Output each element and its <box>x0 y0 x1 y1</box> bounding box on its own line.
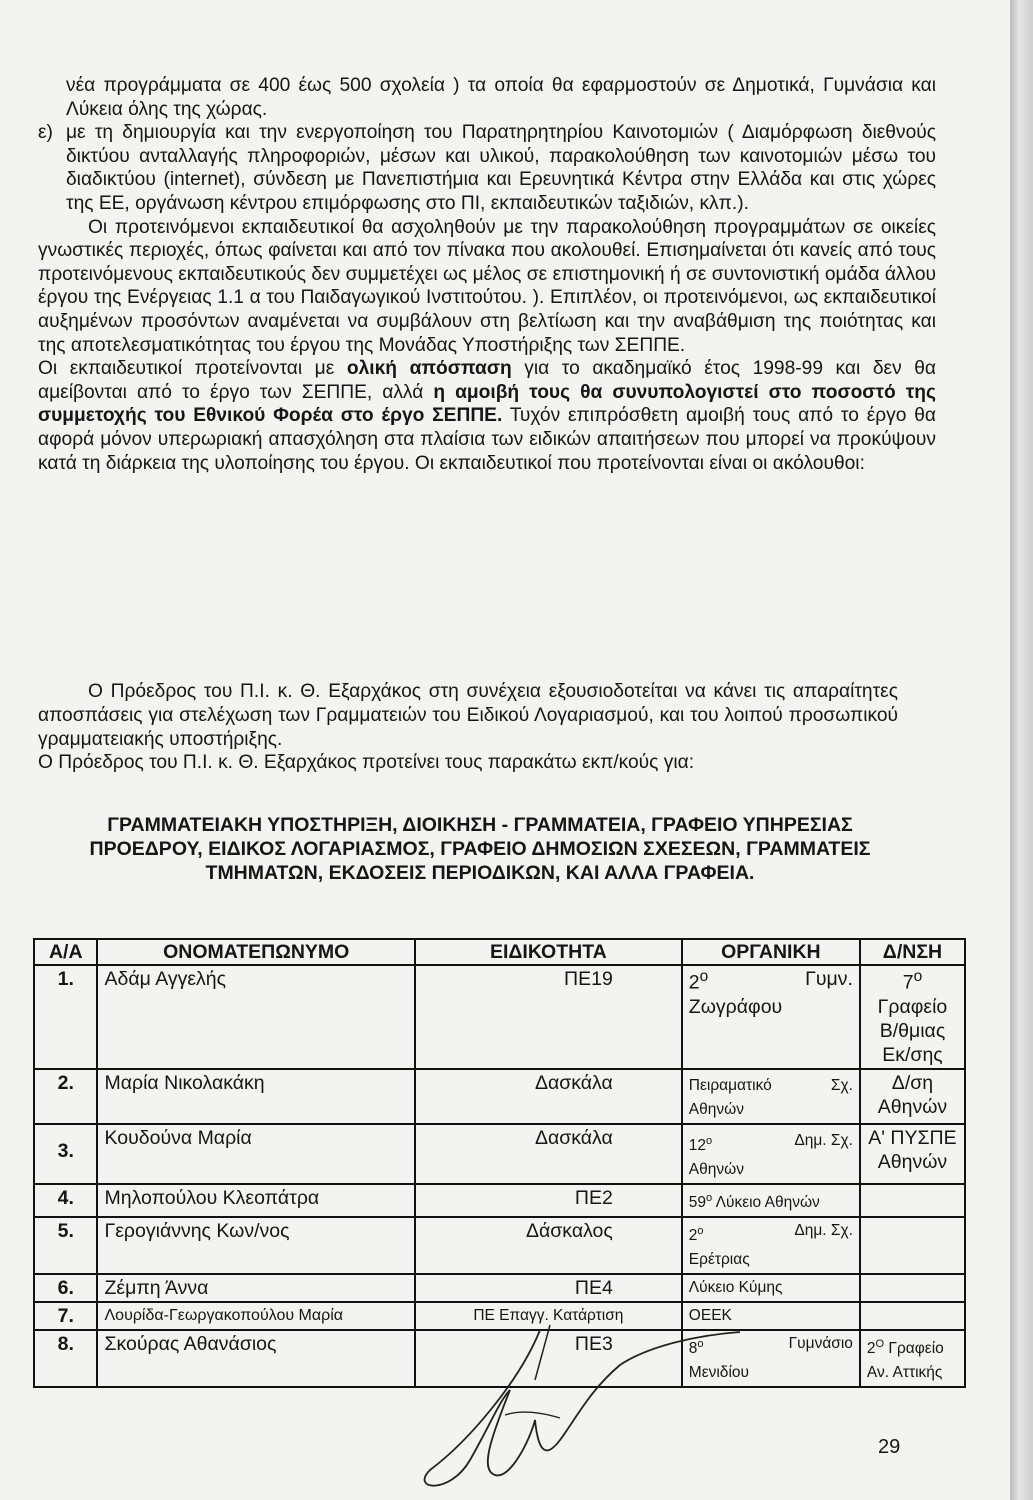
paragraph-president-proposes: Ο Πρόεδρος του Π.Ι. κ. Θ. Εξαρχάκος προτείνει τους παρακάτω εκπ/κούς για: <box>38 752 695 774</box>
paragraph-observatory <box>38 121 936 215</box>
row-number: 4. <box>34 1184 97 1217</box>
org-number: 2 <box>688 1226 698 1244</box>
row-name: Γερογιάννης Κων/νος <box>97 1217 414 1274</box>
row-organic: ΟΕΕΚ <box>682 1302 860 1330</box>
row-number: 2. <box>34 1069 97 1124</box>
row-directorate <box>860 1184 965 1217</box>
org-place: Αθηνών <box>688 1160 744 1178</box>
row-directorate <box>860 1274 965 1302</box>
row-specialty: Δάσκαλος <box>415 1217 682 1274</box>
org-place: Αθηνών <box>688 1100 744 1118</box>
row-directorate <box>860 965 965 1069</box>
org-place: Ερέτριας <box>688 1250 750 1268</box>
row-name: Μηλοπούλου Κλεοπάτρα <box>97 1184 414 1217</box>
dir-ordinal: Ο <box>875 1337 885 1350</box>
org-type: Γυμν. <box>805 968 853 990</box>
org-ordinal: ο <box>697 1337 704 1350</box>
row-directorate <box>860 1302 965 1330</box>
table-row <box>34 1184 965 1217</box>
dir-name: Γραφείο Αν. Αττικής <box>866 1340 944 1382</box>
col-header-name: ΟΝΟΜΑΤΕΠΩΝΥΜΟ <box>97 939 414 965</box>
row-specialty: Δασκάλα <box>415 1124 682 1184</box>
paragraph-secondment-e: Τυχόν επιπρόσθετη αμοιβή τους από το έργο θα αφορά μόνον υπερωριακή απασχόληση στα πλαίσια των ειδικών απαιτήσεων που μπορεί να προκύψουν κατά τη διάρκεια της υλοποίησης του έργου. Οι εκπαιδευτικοί που προτείνονται είναι οι ακόλουθοι: <box>38 405 936 474</box>
table-row <box>34 1217 965 1274</box>
row-organic <box>682 965 860 1069</box>
fee-emphasis: η αμοιβή τους θα συνυπολογιστεί στο ποσοστό της συμμετοχής του Εθνικού Φορέα στο έργο ΣΕΠΠΕ. <box>38 381 936 427</box>
org-place: Μενιδίου <box>688 1364 749 1382</box>
row-specialty: ΠΕ3 <box>415 1330 682 1387</box>
org-type: Δημ. Σχ. <box>794 1221 853 1239</box>
row-name: Αδάμ Αγγελής <box>97 965 414 1069</box>
col-header-directorate: Δ/ΝΣΗ <box>860 939 965 965</box>
col-header-aa: Α/Α <box>34 939 97 965</box>
org-type: Πειραματικό <box>688 1076 772 1094</box>
page-number: 29 <box>878 1436 901 1458</box>
table-header-row <box>34 939 965 965</box>
row-organic <box>682 1184 860 1217</box>
paragraph-secondment-c: για το ακαδημαϊκό έτος 1998-99 και δεν θα αμείβονται από το έργο των ΣΕΠΠΕ, αλλά <box>38 358 936 403</box>
row-organic: Λύκειο Κύμης <box>682 1274 860 1302</box>
row-name: Μαρία Νικολακάκη <box>97 1069 414 1124</box>
dir-number: 7 <box>902 971 914 994</box>
row-number: 8. <box>34 1330 97 1387</box>
row-name: Σκούρας Αθανάσιος <box>97 1330 414 1387</box>
org-ordinal: ο <box>697 1224 704 1237</box>
row-number: 3. <box>34 1124 97 1184</box>
row-number: 1. <box>34 965 97 1069</box>
row-specialty: ΠΕ4 <box>415 1274 682 1302</box>
org-number: 12 <box>688 1136 707 1154</box>
row-directorate <box>860 1330 965 1387</box>
page-edge-shadow <box>1010 0 1033 1500</box>
row-directorate: Α' ΠΥΣΠΕ Αθηνών <box>860 1124 965 1184</box>
president-text <box>38 680 898 775</box>
org-number: 59 <box>688 1193 707 1211</box>
body-text <box>38 74 936 475</box>
row-number: 5. <box>34 1217 97 1274</box>
paragraph-proposed-teachers: Οι προτεινόμενοι εκπαιδευτικοί θα ασχοληθούν με την παρακολούθηση προγραμμάτων σε οικείες γνωστικές περιοχές, όπως φαίνεται και από τον πίνακα που ακολουθεί. Επισημαίνεται ότι κανείς από τους προτεινόμενους εκπαιδευτικούς δεν συμμετέχει ως μέλος σε επιστημονική ή σε συντονιστική ομάδα άλλου έργου της Ενέργειας 1.1 α του Παιδαγωγικού Ινστιτούτου. ). Επιπλέον, οι προτεινόμενοι, ως εκπαιδευτικοί αυξημένων προσόντων αναμένεται να συμβάλουν στη βελτίωση και την αναβάθμιση της ποιότητας και της αποτελεσματικότητας του έργου της Μονάδας Υποστήριξης των ΣΕΠΠΕ. <box>38 216 936 356</box>
paragraph-president-authorized: Ο Πρόεδρος του Π.Ι. κ. Θ. Εξαρχάκος στη συνέχεια εξουσιοδοτείται να κάνει τις απαραίτητες αποσπάσεις για στελέχωση των Γραμματειών του Ειδικού Λογαριασμού, και του λοιπού προσωπικού γραμματειακής υποστήριξης. <box>38 681 898 750</box>
table-row <box>34 1069 965 1124</box>
col-header-specialty: ΕΙΔΙΚΟΤΗΤΑ <box>415 939 682 965</box>
dir-name: Γραφείο Β/θμιας Εκ/σης <box>877 995 948 1066</box>
org-number: 2 <box>688 971 700 994</box>
row-specialty: Δασκάλα <box>415 1069 682 1124</box>
row-organic <box>682 1217 860 1274</box>
row-organic <box>682 1124 860 1184</box>
paragraph-programs: νέα προγράμματα σε 400 έως 500 σχολεία ) τα οποία θα εφαρμοστούν σε Δημοτικά, Γυμνάσια και Λύκεια όλης της χώρας. <box>66 75 936 120</box>
table-row <box>34 1274 965 1302</box>
row-number: 6. <box>34 1274 97 1302</box>
row-name: Λουρίδα-Γεωργακοπούλου Μαρία <box>97 1302 414 1330</box>
org-type: Δημ. Σχ. <box>794 1131 853 1149</box>
paragraph-secondment-a: Οι εκπαιδευτικοί προτείνονται με <box>38 358 347 380</box>
org-ordinal: ο <box>706 1134 713 1147</box>
org-type: Λύκειο Αθηνών <box>715 1193 820 1211</box>
row-specialty: ΠΕ2 <box>415 1184 682 1217</box>
total-secondment-emphasis: ολική απόσπαση <box>346 358 512 380</box>
row-name: Κουδούνα Μαρία <box>97 1124 414 1184</box>
dir-number: 2 <box>866 1340 876 1358</box>
org-number: 8 <box>688 1340 698 1358</box>
row-specialty: ΠΕ19 <box>415 965 682 1069</box>
dir-ordinal: ο <box>913 968 923 985</box>
col-header-organic: ΟΡΓΑΝΙΚΗ <box>682 939 860 965</box>
org-ordinal: ο <box>706 1191 713 1204</box>
org-ordinal: ο <box>699 968 709 985</box>
paragraph-observatory-text: με τη δημιουργία και την ενεργοποίηση του Παρατηρητηρίου Καινοτομιών ( Διαμόρφωση διεθνούς δικτύου ανταλλαγής πληροφοριών, μέσων και υλικού, παρακολούθηση των καινοτομιών μέσω του διαδικτύου (internet), σύνδεση με Πανεπιστήμια και Ερευνητικά Κέντρα στην Ελλάδα και στις χώρες της ΕΕ, οργάνωση κέντρου επιμόρφωσης στο ΠΙ, εκπαιδευτικών ταξιδιών, κλπ.). <box>66 122 936 214</box>
row-organic <box>682 1069 860 1124</box>
org-kind: Σχ. <box>830 1076 853 1094</box>
list-marker-e: ε) <box>38 122 53 144</box>
row-directorate <box>860 1217 965 1274</box>
paragraph-secondment <box>38 357 936 475</box>
org-type: Γυμνάσιο <box>788 1334 853 1352</box>
section-heading: ΓΡΑΜΜΑΤΕΙΑΚΗ ΥΠΟΣΤΗΡΙΞΗ, ΔΙΟΙΚΗΣΗ - ΓΡΑΜΜΑΤΕΙΑ, ΓΡΑΦΕΙΟ ΥΠΗΡΕΣΙΑΣ ΠΡΟΕΔΡΟΥ, ΕΙΔΙΚΟΣ ΛΟΓΑΡΙΑΣΜΟΣ, ΓΡΑΦΕΙΟ ΔΗΜΟΣΙΩΝ ΣΧΕΣΕΩΝ, ΓΡΑΜΜΑΤΕΙΣ ΤΜΗΜΑΤΩΝ, ΕΚΔΟΣΕΙΣ ΠΕΡΙΟΔΙΚΩΝ, ΚΑΙ ΑΛΛΑ ΓΡΑΦΕΙΑ. <box>89 814 871 884</box>
table-row <box>34 965 965 1069</box>
row-name: Ζέμπη Άννα <box>97 1274 414 1302</box>
org-place: Ζωγράφου <box>688 995 783 1018</box>
table-row <box>34 1124 965 1184</box>
row-directorate: Δ/ση Αθηνών <box>860 1069 965 1124</box>
row-number: 7. <box>34 1302 97 1330</box>
row-specialty: ΠΕ Επαγγ. Κατάρτιση <box>415 1302 682 1330</box>
handwritten-signature <box>410 1320 740 1500</box>
